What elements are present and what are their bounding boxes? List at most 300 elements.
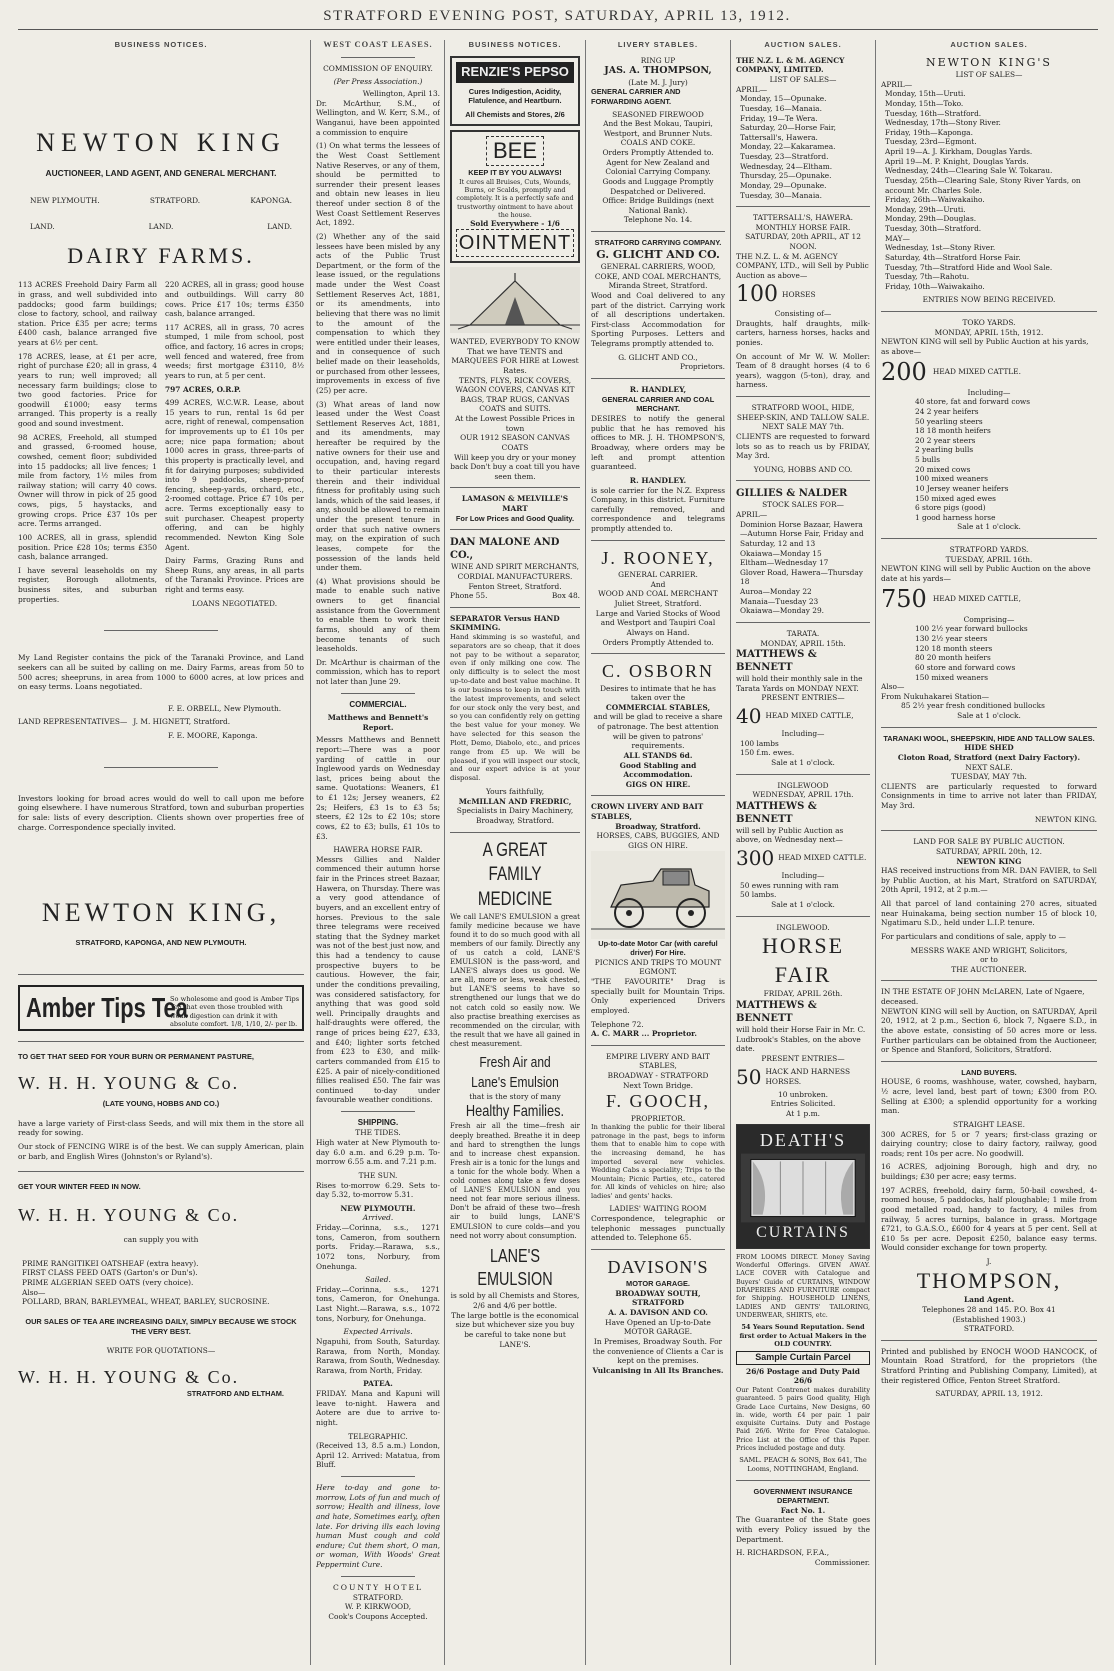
motor-car-illustration xyxy=(591,851,725,939)
entry-item: 40 store, fat and forward cows xyxy=(915,397,1031,407)
handley-name: R. HANDLEY. xyxy=(629,475,687,485)
malone-contact xyxy=(450,591,580,601)
cattle-entry xyxy=(881,584,1097,615)
wool-sale-heading: STRATFORD WOOL, HIDE, SHEEP-SKIN, AND TALLOW SALE. xyxy=(736,403,870,422)
firewood-text: And the Best Mokau, Taupiri, Westport, and Brunner Nuts. xyxy=(603,119,713,138)
shipping-text: Ngapuhi, from South, Saturday. Rarawa, from North, Monday. Rarawa, from South, Wednesday. Rarawa, from North, Friday. xyxy=(316,1336,440,1375)
sale-item: Tuesday, 16—Manaia. xyxy=(740,103,822,113)
cattle-label: HEAD MIXED CATTLE, xyxy=(765,711,854,721)
sale-item: MAY— xyxy=(885,233,910,243)
month-label: APRIL— xyxy=(736,84,768,94)
young-title: W. H. H. YOUNG & Co. xyxy=(18,1204,240,1225)
sale-item: Tuesday, 7th—Stratford Hide and Wool Sale. xyxy=(885,262,1053,272)
land-agent: Land Agent. xyxy=(963,1295,1015,1305)
land-label: LAND. xyxy=(30,222,55,232)
lamason-title: LAMASON & MELVILLE'S MART xyxy=(461,494,569,513)
curtains-title: CURTAINS xyxy=(756,1223,850,1241)
farm-listing: Dairy Farms, Grazing Runs and Sheep Runs, any areas, in all parts of the Taranaki Province. Prices are right and terms easy. xyxy=(165,556,304,595)
sale-item: Manaia—Tuesday 23 xyxy=(740,596,819,606)
sale-date: FRIDAY, APRIL 26th. xyxy=(763,989,843,999)
cattle-label: HEAD MIXED CATTLE. xyxy=(778,853,867,863)
imprint-date: SATURDAY, APRIL 13, 1912. xyxy=(935,1389,1043,1399)
sale-date: MONDAY, APRIL 15th, 1912. xyxy=(934,327,1044,337)
davison-line: BROADWAY SOUTH, STRATFORD xyxy=(615,1288,701,1308)
horses-entry xyxy=(736,281,870,310)
curtains-brand: DEATH'S xyxy=(759,1130,847,1151)
tent-ad-list: TENTS, FLYS, RICK COVERS, WAGON COVERS, CANVAS KIT BAGS, TRAP RUGS, CANVAS COATS and SUITS. xyxy=(455,375,575,414)
loans-heading: LOANS NEGOTIATED. xyxy=(191,598,278,608)
young-supply: can supply you with xyxy=(123,1235,199,1245)
or-to: or to xyxy=(980,955,998,965)
thompson-town: STRATFORD. xyxy=(963,1324,1015,1334)
crown-line: Broadway, Stratford. xyxy=(615,821,701,831)
press-credit: (Per Press Association.) xyxy=(333,76,423,86)
sale-date: MONDAY, APRIL 15th. xyxy=(760,638,846,648)
curtains-text: FROM LOOMS DIRECT. Money Saving Wonderful Offerings. GIVEN AWAY. LACE COVER with Catalogue and Buyers' Guide of CURTAINS, WINDOW DRAPERIES AND FURNITURE compact for Shipping. HOUSEHOLD LINENS, LADIES AND GENTS' TAILORING, UNDERWEAR, SHIRTS, etc. xyxy=(736,1252,870,1319)
clients-notice: CLIENTS are requested to forward lots so as to reach us by FRIDAY, May 3rd. xyxy=(736,431,870,461)
sale-item: Monday, 29th—Uruti. xyxy=(885,204,966,214)
sale-item: Tuesday, 7th—Rahotu. xyxy=(885,272,970,282)
curtains-offer: Our Patent Contrenet makes durability guaranteed. 5 pairs Good quality, High Grade Lace Curtains, New Designs, 60 in. wide, worth £4 per pair. 1 pair exquisite Curtains. Duty and Postage Paid 26/6. Write for Free Catalogue. Price List at the Office of this Paper. Prices included postage and duty. xyxy=(736,1385,870,1453)
separator-closing: Yours faithfully, xyxy=(485,787,545,797)
also: Also— xyxy=(881,682,905,692)
land-label: LAND. xyxy=(267,222,292,232)
sale-item: Wednesday, 17th—Stony River. xyxy=(885,118,1001,128)
nzlm-title: THE N.Z. L. & M. AGENCY COMPANY, LIMITED. xyxy=(736,55,845,75)
marr-sign: A. C. MARR ... Proprietor. xyxy=(591,1029,697,1039)
nk-notice: NEWTON KING will sell by Public Auction on the above date at his yards— xyxy=(881,564,1091,583)
sale-time: Sale at 1 o'clock. xyxy=(957,711,1021,721)
land-label: LAND. xyxy=(148,222,174,232)
sale-item: Thursday, 25—Opunake. xyxy=(740,171,832,181)
inglewood-heading: INGLEWOOD xyxy=(777,780,829,790)
entry-item: 60 store and forward cows xyxy=(915,662,1016,672)
house-listing: HOUSE, 6 rooms, washhouse, water, cowshed, haybarn, ½ acre, level land, best part of town; £300 from P.O. Selling at £300; a splendid opportunity for a working man. xyxy=(881,1077,1097,1116)
fresh-air-text: Fresh air all the time—fresh air deeply breathed. Breathe it in deep and hard to strengthen the lungs and to increase chest expansion. Fresh air is a tonic for the lungs and a tonic for the whole body. When a cold comes along take a few doses of LANE'S EMULSION and you need not fear more serious illness. Don't be afraid of these two—fresh air to build lungs, LANE'S EMULSION to cure colds—and you need not worry about consumption. xyxy=(450,1122,580,1240)
renzie-title: RENZIE'S PEPSO xyxy=(456,62,574,83)
mcmillan-name: McMILLAN AND FREDRIC, xyxy=(458,796,572,806)
nk-sign: NEWTON KING xyxy=(956,856,1022,866)
column-rule xyxy=(585,40,586,1665)
ladies-text: Correspondence, telegraphic or telephonic messages punctually attended to. Telephone 65. xyxy=(591,1213,725,1243)
article-paragraph: Dr. McArthur is chairman of the commission, which has to report not later than June 29. xyxy=(316,657,440,687)
bee-keep: KEEP IT BY YOU ALWAYS! xyxy=(468,168,562,178)
sale-date: SATURDAY, APRIL 20th, 12. xyxy=(936,846,1042,856)
office-text: Office: Bridge Buildings (next National Bank). xyxy=(602,196,714,215)
favourite-text: "THE FAVOURITE" Drag is specially built for Mountain Trips. Only experienced Drivers employed. xyxy=(591,977,725,1015)
subheading: Expected Arrivals. xyxy=(343,1327,413,1337)
station-entry: 85 2½ year fresh conditioned bullocks xyxy=(901,701,1045,711)
sales-list xyxy=(736,94,870,200)
feed-item: PRIME RANGITIKEI OATSHEAF (extra heavy). xyxy=(22,1258,199,1268)
curtains-reputation: 54 Years Sound Reputation. Send first order to Actual Makers in the OLD COUNTRY. xyxy=(739,1323,867,1349)
entry-list xyxy=(881,397,1097,522)
tides-text: High water at New Plymouth to-day 6.0 a.m. and 6.29 p.m. To-morrow 6.55 a.m. and 7.21 p.m. xyxy=(316,1138,440,1167)
rooney-line: Large and Varied Stocks of Wood and Westport and Taupiri Coal Always on Hand. xyxy=(595,608,721,637)
glicht-sign: G. GLICHT AND CO., xyxy=(618,352,698,362)
sale-item: Wednesday, 24—Eltham. xyxy=(740,161,833,171)
sale-item: Tuesday, 16th—Stratford. xyxy=(885,108,982,118)
newton-king-sales-title: NEWTON KING'S xyxy=(926,55,1052,69)
sale-item: Eltham—Wednesday 17 xyxy=(740,558,829,568)
dairy-farm-listings xyxy=(18,280,304,608)
feed-item: POLLARD, BRAN, BARLEYMEAL, WHEAT, BARLEY, SUCROSINE. xyxy=(22,1297,270,1307)
entry-item: 120 18 month steers xyxy=(915,643,993,653)
young-footer: STRATFORD AND ELTHAM. xyxy=(186,1389,284,1399)
hotel-town: STRATFORD. xyxy=(352,1592,404,1602)
thompson-name: JAS. A. THOMPSON, xyxy=(604,65,712,77)
matthews-bennett-title: MATTHEWS & BENNETT xyxy=(736,1000,817,1025)
rooney-line: WOOD AND COAL MERCHANT xyxy=(598,589,718,599)
horses-count: 100 xyxy=(736,281,778,307)
thompson-initial: J. xyxy=(986,1257,992,1267)
gooch-line: PROPRIETOR. xyxy=(630,1113,686,1123)
feed-item: PRIME ALGERIAN SEED OATS (very choice). xyxy=(22,1278,194,1288)
entry-item: 50 yearling steers xyxy=(915,416,983,426)
telephones: Telephones 28 and 145. P.O. Box 41 xyxy=(922,1304,1056,1314)
entry-list xyxy=(736,881,870,900)
representative: J. M. HIGNETT, Stratford. xyxy=(133,717,231,727)
land-parcel: All that parcel of land containing 270 acres, situated near Huinakama, being section number 15 of block 10, Ngatimaru S.D., held under L.I.P. tenure. xyxy=(881,899,1097,928)
farm-listing: 797 ACRES, O.R.P. xyxy=(165,384,241,394)
osborn-title: C. OSBORN xyxy=(601,661,715,682)
sale-item: Friday, 10th—Waiwakaiho. xyxy=(885,281,985,291)
young-title: W. H. H. YOUNG & Co. xyxy=(18,1366,240,1387)
column-rule xyxy=(730,40,731,1665)
nk-notice: NEWTON KING will sell by Public Auction at his yards, as above— xyxy=(881,337,1089,356)
farm-listing: 220 ACRES, all in grass; good house and outbuildings. Will carry 80 cows. Price £17 10s; terms £350 cash, balance arranged. xyxy=(165,280,304,319)
entry-item: 2 yearling bulls xyxy=(915,445,974,455)
peach-curtains-ad xyxy=(736,1124,870,1248)
representative: F. E. MOORE, Kaponga. xyxy=(168,731,258,741)
sale-item: April 19—A. J. Kirkham, Douglas Yards. xyxy=(885,147,1033,157)
inglewood-heading: INGLEWOOD. xyxy=(776,922,830,932)
malone-phone: Phone 55. xyxy=(450,591,488,601)
sale-item: Monday, 15th—Uruti. xyxy=(885,89,966,99)
fact-label: Fact No. 1. xyxy=(780,1505,826,1515)
cattle-entry xyxy=(881,357,1097,388)
cattle-label: HEAD MIXED CATTLE. xyxy=(932,367,1021,377)
entry-item: 10 Jersey weaner heifers xyxy=(915,483,1009,493)
malone-box: Box 48. xyxy=(551,591,580,601)
handley-heading: GENERAL CARRIER AND COAL MERCHANT. xyxy=(601,394,715,414)
young-late: (LATE YOUNG, HOBBS AND CO.) xyxy=(102,1099,220,1109)
clients-notice: CLIENTS are particularly requested to forward Consignments in time to arrive not later than FRIDAY, May 3rd. xyxy=(881,781,1097,811)
sun-text: Rises to-morrow 6.29. Sets to-day 5.32, to-morrow 5.31. xyxy=(316,1180,440,1200)
entry-item: 20 mixed cows xyxy=(915,464,971,474)
horse-fair-title: HORSE FAIR xyxy=(761,933,845,987)
rooney-title: J. ROONEY, xyxy=(601,547,715,568)
subheading: TELEGRAPHIC. xyxy=(348,1431,408,1441)
cattle-entry xyxy=(736,703,870,729)
sale-item: Dominion Horse Bazaar, Hawera—Autumn Horse Fair, Friday and Saturday, 12 and 13 xyxy=(740,519,864,548)
crown-title: CROWN LIVERY AND BAIT STABLES, xyxy=(591,802,704,822)
sale-time: Sale at 1 o'clock. xyxy=(771,899,835,909)
entry-list xyxy=(736,739,870,758)
including: Including— xyxy=(781,729,825,739)
farm-listing: I have several leaseholds on my register, Borough allotments, business sites, and suburban properties. xyxy=(18,565,157,604)
sales-list xyxy=(881,89,1097,291)
column-heading: LIVERY STABLES. xyxy=(617,40,699,49)
sale-time: Sale at 1 o'clock. xyxy=(771,757,835,767)
verse: Here to-day and gone to-morrow, Lots of fun and much of sorrow; Health and illness, love and hate, Sometimes early, often late. For driving ills each loving human Must cough and cold endure; Cut them short, O man, or woman, With Woods' Great Peppermint Cure. xyxy=(316,1483,440,1570)
agent-text: Agent for New Zealand and Colonial Carrying Company. xyxy=(605,157,711,177)
entry-list xyxy=(881,624,1097,682)
column-heading: BUSINESS NOTICES. xyxy=(468,40,562,49)
dairy-farms-heading: DAIRY FARMS. xyxy=(67,242,255,268)
next-sale: NEXT SALE MAY 7th. xyxy=(761,422,845,432)
malone-line: CORDIAL MANUFACTURERS. xyxy=(457,571,573,581)
feed-items xyxy=(18,1259,304,1307)
land-buyers-heading: LAND BUYERS. xyxy=(961,1067,1017,1077)
sale-item: Friday, 26th—Waiwakaiho. xyxy=(885,195,985,205)
mcmillan-line: Specialists in Dairy Machinery, xyxy=(456,806,574,816)
investors-notice: Investors looking for broad acres would do well to call upon me before going elsewhere. I have numerous Stratford, town and suburban properties for sale: lists of every description. Clients shown over properties free of charge. Correspondence specially invited. xyxy=(18,793,304,832)
sale-item: Wednesday, 24th—Clearing Sale W. Tokarau. xyxy=(885,166,1053,176)
subheading: THE SUN. xyxy=(358,1170,398,1180)
column-business-notices xyxy=(18,40,304,1665)
horses-detail: Draughts, half draughts, milk-carters, harness horses, hacks and ponies. xyxy=(736,318,870,347)
representatives-row xyxy=(18,717,304,727)
sample-parcel: Sample Curtain Parcel xyxy=(736,1351,870,1365)
malone-line: Fenton Street, Stratford. xyxy=(468,581,562,591)
sale-date: WEDNESDAY, APRIL 17th. xyxy=(752,790,854,800)
sample-price: 26/6 Postage and Duty Paid 26/6 xyxy=(746,1366,860,1386)
carrier-heading: GENERAL CARRIER AND FORWARDING AGENT. xyxy=(591,87,681,106)
ointment-title: OINTMENT xyxy=(456,229,574,257)
sale-item: Glover Road, Hawera—Thursday 18 xyxy=(740,567,863,587)
land-register-notice: My Land Register contains the pick of the Taranaki Province, and Land seekers can all be suited by calling on me. Dairy Farms, areas from 50 to 500 acres; sheepruns, in area from 1000 to 6000 acres, at low prices and on easy terms. Loans negotiated. xyxy=(18,653,304,692)
sale-item: Monday, 29—Opunake. xyxy=(740,180,827,190)
horses-consisting: Consisting of— xyxy=(774,309,832,319)
cattle-count: 40 xyxy=(736,704,762,729)
hotel-name: COUNTY HOTEL xyxy=(332,1582,424,1592)
sale-item: Tuesday, 30th—Stratford. xyxy=(885,224,982,234)
report-text: Messrs Matthews and Bennett report:—There was a poor yarding of cattle in our Inglewood yards on Wednesday last, prices being about the same. Quotations: Weaners, £1 to £1 12s; Jersey weaners, £2 2s; Heifers, £3 1s to £3 5s; steers, £2 12s to £2 10s; store cows, £2 to £3; bulls, £1 10s to £3. xyxy=(316,735,440,841)
sale-item: Saturday, 20—Horse Fair, Tattersall's, Hawera. xyxy=(740,123,836,142)
matthews-bennett-title: MATTHEWS & BENNETT xyxy=(736,649,817,674)
masthead-rule xyxy=(18,29,1098,30)
davison-line: MOTOR GARAGE. xyxy=(623,1327,693,1337)
hotel-note: Cook's Coupons Accepted. xyxy=(328,1611,428,1621)
column-rule xyxy=(875,40,876,1665)
established: (Established 1903.) xyxy=(952,1314,1026,1324)
newton-king-title: NEWTON KING xyxy=(36,127,286,157)
sale-date: TUESDAY, MAY 7th. xyxy=(951,772,1027,782)
section-heading: SHIPPING. xyxy=(357,1118,399,1128)
newton-king-towns: STRATFORD, KAPONGA, AND NEW PLYMOUTH. xyxy=(75,937,247,947)
company-heading: STRATFORD CARRYING COMPANY. xyxy=(594,238,722,248)
mb-notice: will hold their Horse Fair in Mr. C. Ludbrook's Stables, on the above date. xyxy=(736,1025,866,1054)
lanes-story: that is the story of many xyxy=(469,1092,561,1102)
column-livery-stables xyxy=(591,40,725,1665)
gillies-nalder-title: GILLIES & NALDER xyxy=(736,488,848,500)
young-hobbs: YOUNG, HOBBS AND CO. xyxy=(753,464,853,474)
article-paragraph: (3) What areas of land now leased under the West Coast Settlement Reserves Act, 1881, and its amendments, may hereafter be required by the native owners for their use and occupation, and, having regard to their particular interests therein and their individual fitness for profitably using such lands, which of the said leases, if any, should be allowed to remain under the present tenure in order that such native owners may, on the expiration of such leases, compete for the possession of the lands held under them. xyxy=(316,399,440,573)
entry-item: 5 bulls xyxy=(915,455,941,465)
handley-name: R. HANDLEY, xyxy=(629,384,687,394)
entries-heading: PRESENT ENTRIES— xyxy=(761,1053,845,1063)
ring-up: RING UP xyxy=(640,55,676,65)
osborn-line: ALL STANDS 6d. xyxy=(623,750,693,760)
entry-item: 6 store pigs (good) xyxy=(915,503,986,513)
telephone: Telephone No. 14. xyxy=(623,215,693,225)
column-business-notices-2 xyxy=(450,40,580,1665)
rooney-line: Juliet Street, Stratford. xyxy=(614,599,702,608)
lease-listing: 16 ACRES, adjoining Borough, high and dry, no buildings; £30 per acre; easy terms. xyxy=(881,1162,1097,1182)
entries-solicited: Entries Solicited. xyxy=(770,1099,836,1109)
bee-price: Sold Everywhere - 1/6 xyxy=(470,219,560,229)
cattle-count: 300 xyxy=(736,846,775,871)
estate-heading: IN THE ESTATE OF JOHN McLAREN, Late of Ngaere, deceased. xyxy=(881,987,1085,1007)
lanes-sold: is sold by all Chemists and Stores, 2/6 and 4/6 per bottle. xyxy=(450,1291,580,1311)
great-family-medicine-heading: A GREAT FAMILY MEDICINE xyxy=(477,839,553,910)
empire-title: EMPIRE LIVERY AND BAIT STABLES, xyxy=(606,1051,710,1071)
sale-date: SATURDAY, 20th APRIL, AT 12 NOON. xyxy=(745,232,861,251)
osborn-line: GIGS ON HIRE. xyxy=(625,779,691,789)
orders: Orders Promptly Attended to. xyxy=(602,148,714,158)
peach-address: SAML. PEACH & SONS, Box 641, The Looms, NOTTINGHAM, England. xyxy=(739,1456,867,1474)
subheading: Sailed. xyxy=(365,1275,391,1285)
commissioner-title: Commissioner. xyxy=(814,1557,870,1567)
handley-text: DESIRES to notify the general public that he has removed his offices to MR. J. H. THOMPSON'S, Broadway, where orders may be left and prompt attention guaranteed. xyxy=(591,414,725,472)
tent-ad-guarantee: Will keep you dry or your money back Don't buy a coat till you have seen them. xyxy=(450,452,580,481)
handley-text: is sole carrier for the N.Z. Express Company, in this district. Furniture carefully removed, and correspondence and telegrams promptly attended to. xyxy=(591,485,725,534)
entry-item: 130 2½ year steers xyxy=(915,634,988,644)
month-label: APRIL— xyxy=(736,510,768,520)
section-heading: COMMERCIAL. xyxy=(349,699,407,709)
firewood-heading: SEASONED FIREWOOD xyxy=(612,109,704,119)
mcmillan-line: Broadway, Stratford. xyxy=(476,815,554,825)
separator-text: Hand skimming is so wasteful, and separators are so cheap, that it does not pay to be without a separator, even if only milking one cow. The only difficulty is to select the most up-to-date and best value machine. It is our business to keep in touch with the latest improvements, and select for our stock only the very best, and so you can confidently rely on getting the best value for your money. We have selected for this season the Plott, Demo, Diabolo, etc., and prices range from £5 up. We will be pleased, if you will inspect our stock, and our expert advice is at your disposal. xyxy=(450,633,580,783)
shipping-text: Friday.—Corinna, s.s., 1271 tons, Cameron, from southern ports. Friday.—Rarawa, s.s., 1072 tons, Norbury, from Onehunga. xyxy=(316,1223,440,1271)
osborn-line: COMMERCIAL STABLES, xyxy=(605,702,711,712)
young-title: W. H. H. YOUNG & Co. xyxy=(18,1072,240,1093)
sale-item: Okaiawa—Monday 15 xyxy=(740,548,822,558)
gov-insurance-title: GOVERNMENT INSURANCE DEPARTMENT. xyxy=(753,1486,853,1506)
column-west-coast-leases xyxy=(316,40,440,1665)
sale-item: Monday, 15—Opunake. xyxy=(740,94,827,104)
davison-line: Have Opened an Up-to-Date xyxy=(605,1317,711,1327)
town: KAPONGA. xyxy=(250,196,292,206)
column-heading: AUCTION SALES. xyxy=(764,40,842,49)
dateline: Wellington, April 13. xyxy=(362,89,440,99)
sale-item: Friday, 19th—Kaponga. xyxy=(885,127,973,137)
glicht-line: Miranda Street, Stratford. xyxy=(608,281,708,291)
horses-label: HORSES xyxy=(782,289,816,299)
station: From Nukuhakarei Station— xyxy=(881,691,989,701)
entry-item: 150 mixed weaners xyxy=(915,672,989,682)
shipping-text: FRIDAY. Mana and Kapuni will leave to-night. Hawera and Aotere are due to arrive to-night. xyxy=(316,1389,440,1427)
glicht-title: G. GLICHT AND CO. xyxy=(596,247,720,261)
sale-item: Saturday, 4th—Stratford Horse Fair. xyxy=(885,252,1021,262)
lamason-sub: For Low Prices and Good Quality. xyxy=(455,513,575,523)
newton-king-signature: NEWTON KING, xyxy=(41,898,281,928)
sale-item: Wednesday, 1st—Stony River. xyxy=(885,243,996,253)
curtain-illustration xyxy=(741,1153,865,1223)
rooney-line: And xyxy=(650,579,666,589)
sale-item: Monday, 22—Kakaramea. xyxy=(740,142,836,152)
telegraphic-text: (Received 13, 8.5 a.m.) London, April 12. Arrived: Matatua, from Bluff. xyxy=(316,1441,440,1470)
sale-item: Okaiawa—Monday 29. xyxy=(740,606,825,616)
davison-line: In Premises, Broadway South. For the convenience of Clients a Car is kept on the premises. xyxy=(592,1336,724,1366)
article-paragraph: (2) Whether any of the said lessees have been misled by any acts of the Public Trust Department, or the form of the lease issued, or the regulations made under the West Coast Settlement Reserves Act, 1881, or its amendments, into believing that there was no limit to the amount of the compensation to which they were entitled under their leases, and in consequence of such belief made on their leaseholds, or purchased from other lessees, improvements in excess of five (25) per acre. xyxy=(316,231,440,395)
hide-shed: HIDE SHED xyxy=(964,743,1014,753)
cattle-entry xyxy=(736,845,870,871)
feed-item: Also— xyxy=(22,1287,46,1297)
list-heading: LIST OF SALES— xyxy=(955,70,1023,80)
entry-item: 24 2 year heifers xyxy=(915,406,979,416)
rooney-line: Orders Promptly Attended to. xyxy=(602,637,714,647)
sale-item: Friday, 19—Te Wera. xyxy=(740,113,818,123)
glicht-text: Wood and Coal delivered to any part of the district. Carrying work of all descriptions undertaken. First-class Accommodation for Sporting Purposes. Letters and Telegrams promptly attended to. xyxy=(591,290,725,349)
sale-item: Monday, 15th—Toko. xyxy=(885,98,964,108)
osborn-line: Good Stabling and Accommodation. xyxy=(619,760,697,780)
column-heading: BUSINESS NOTICES. xyxy=(114,40,208,49)
toko-yards-heading: TOKO YARDS. xyxy=(962,318,1016,328)
article-paragraph: (4) What provisions should be made to enable such native owners to get financial assistance from the Government to enable them to work their farms, should any of them become tenants of such leaseholds. xyxy=(316,576,440,654)
malone-title: DAN MALONE AND CO., xyxy=(450,537,560,562)
entry-item: 80 20 month heifers xyxy=(915,653,991,663)
entry-item: 100 2½ year forward bullocks xyxy=(915,624,1028,634)
estate-notice: NEWTON KING will sell by Auction, on SATURDAY, April 20, 1912, at 2 p.m., Section 6, block 7, Ngaere S.D., in the above estate, consisting of 50 acres more or less. Further particulars can be obtained from the Auctioneer, or Spence and Stanford, Solicitors, Stratford. xyxy=(881,1006,1097,1055)
rooney-line: GENERAL CARRIER. xyxy=(618,570,698,580)
entry-item: 20 2 year steers xyxy=(915,435,976,445)
report-heading: Matthews and Bennett's Report. xyxy=(327,713,429,732)
sale-date: TUESDAY, APRIL 16th. xyxy=(945,554,1033,564)
next-sale: NEXT SALE. xyxy=(965,762,1013,772)
entry-item: 150 mixed aged ewes xyxy=(915,493,996,503)
horses-entry xyxy=(736,1064,870,1090)
farm-listing: 98 ACRES, Freehold, all stumped and grassed, 6-roomed house, cowshed, cement floor; subdivided into 15 paddocks; all live fences; 1 mile from factory, 1½ miles from railway station; will carry 40 cows. Owner will throw in pick of 25 good cows, pigs, 5 haystacks, and growing crops. Price £37 10s per acre. Terms arranged. xyxy=(18,432,157,529)
gov-insurance-text: The Guarantee of the State goes with every Policy issued by the Department. xyxy=(736,1515,870,1544)
sale-item: Tuesday, 25th—Clearing Sale, Stony River Yards, on account Mr. Charles Sole. xyxy=(885,175,1081,195)
ladies-waiting-room: LADIES' WAITING ROOM xyxy=(609,1204,707,1214)
amber-tips-tea-ad xyxy=(18,985,304,1031)
cattle-count: 750 xyxy=(881,584,927,613)
including: Including— xyxy=(781,871,825,881)
thompson-title: THOMPSON, xyxy=(916,1267,1062,1293)
empire-line: BROADWAY - STRATFORD xyxy=(607,1071,709,1081)
goods-text: Goods and Luggage Promptly Despatched or Delivered. xyxy=(602,176,714,196)
amber-tips-tea-title: Amber Tips Tea xyxy=(26,991,188,1023)
sale-item: Tuesday, 23rd—Egmont. xyxy=(885,137,977,147)
feed-item: FIRST CLASS FEED OATS (Garton's or Dun's). xyxy=(22,1268,198,1278)
bee-title: BEE xyxy=(486,136,544,167)
article-subheading: COMMISSION OF ENQUIRY. xyxy=(323,63,433,73)
entry-item: 150 f.m. ewes. xyxy=(740,748,795,758)
farm-listing: 100 ACRES, all in grass, splendid position. Price £28 10s; terms £350 cash, balance arranged. xyxy=(18,532,157,562)
entry-item: 18 18 month heifers xyxy=(915,426,991,436)
hotel-owner: W. P. KIRKWOOD, xyxy=(344,1602,412,1612)
town: NEW PLYMOUTH. xyxy=(30,196,100,206)
davison-line: Vulcanising in All Its Branches. xyxy=(592,1365,724,1375)
representative: F. E. ORBELL, New Plymouth. xyxy=(168,703,282,713)
renzie-text: Cures Indigestion, Acidity, Flatulence, and Heartburn. xyxy=(468,86,562,106)
auctioneer: THE AUCTIONEER. xyxy=(951,964,1027,974)
imprint: Printed and published by ENOCH WOOD HANCOCK, of Mountain Road Stratford, for the proprietors (the Stratford Printing and Publishing Company, Limited), at their registered Office, Fenton Street Stratford. xyxy=(881,1346,1097,1385)
gooch-title: F. GOOCH, xyxy=(605,1091,711,1112)
entry-item: 100 mixed weaners xyxy=(915,474,989,484)
tarata-heading: TARATA. xyxy=(786,628,820,638)
newton-king-role: AUCTIONEER, LAND AGENT, AND GENERAL MERCHANT. xyxy=(45,167,277,178)
land-auction-heading: LAND FOR SALE BY PUBLIC AUCTION. xyxy=(913,837,1065,847)
sale-time: Sale at 1 o'clock. xyxy=(957,522,1021,532)
unbroken: 10 unbroken. xyxy=(778,1089,828,1099)
tea-notice: OUR SALES OF TEA ARE INCREASING DAILY, SIMPLY BECAUSE WE STOCK THE VERY BEST. xyxy=(25,1316,297,1336)
report-heading: HAWERA HORSE FAIR. xyxy=(333,845,423,855)
horses-account: On account of Mr W. W. Moller: Team of 8 draught horses (4 to 6 years), waggon (5-ton), dray, and harness. xyxy=(736,351,870,390)
